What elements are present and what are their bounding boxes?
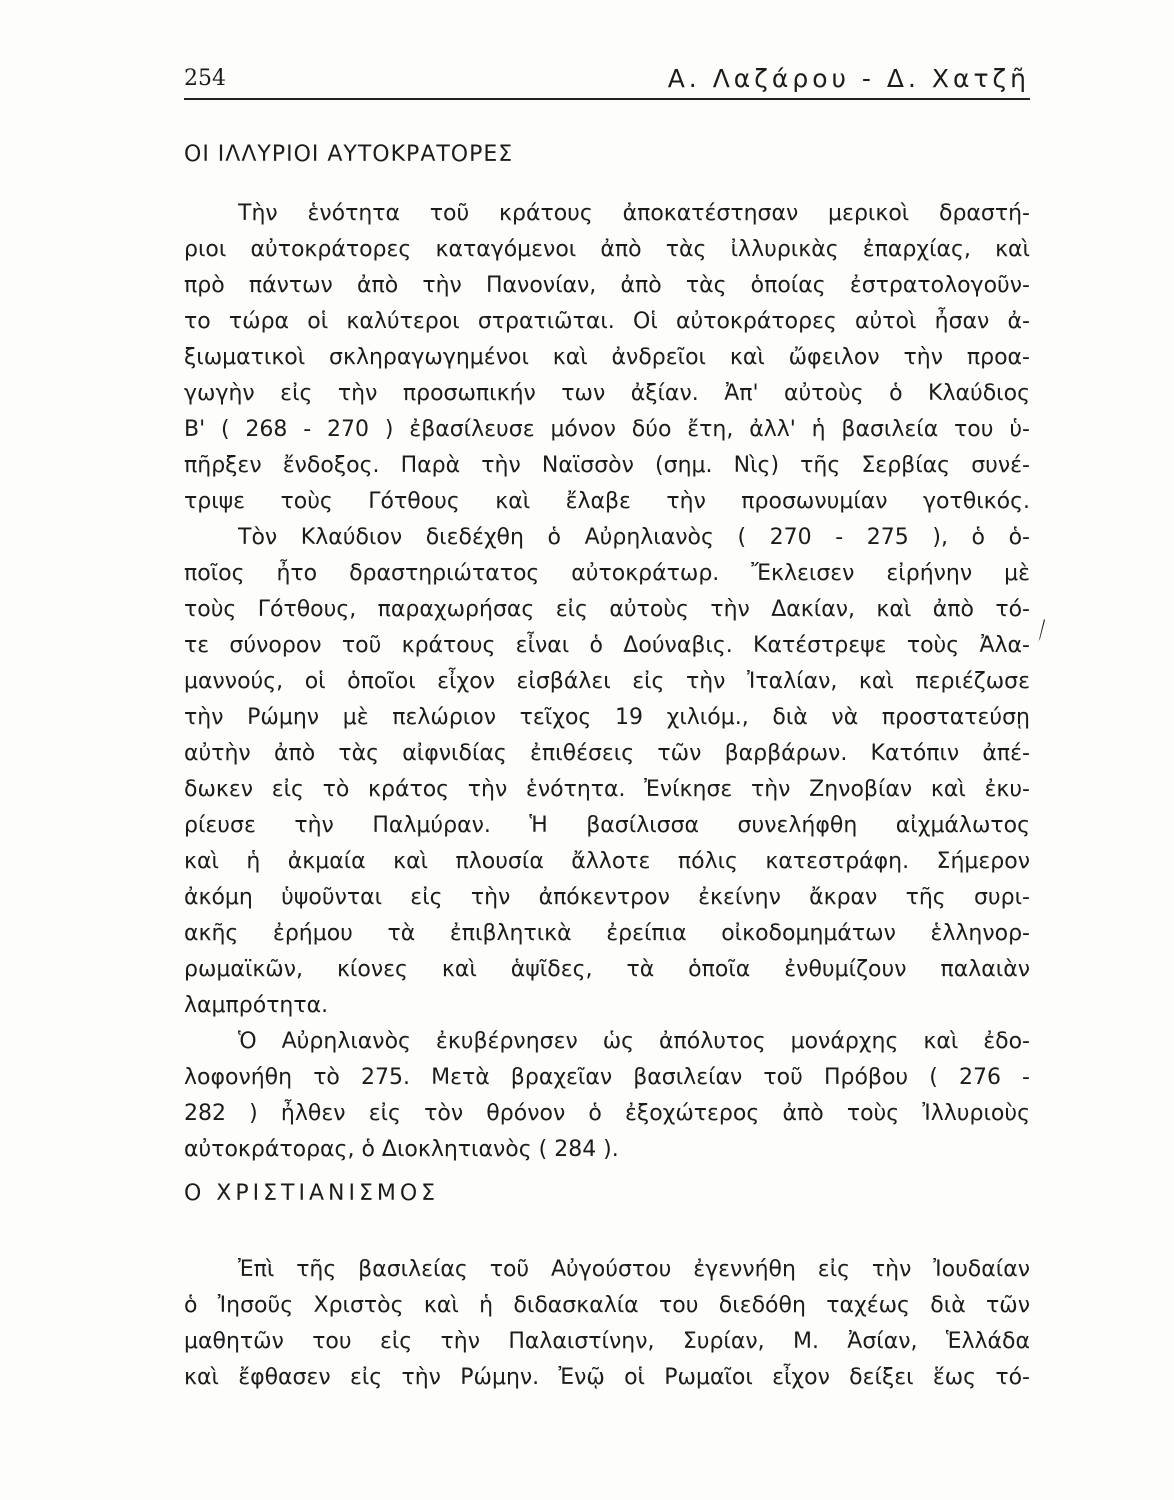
section-title-christianity: Ο ΧΡΙΣΤΙΑΝΙΣΜΟΣ — [184, 1181, 440, 1206]
text-line: 282 ) ἦλθεν εἰς τὸν θρόνον ὁ ἐξοχώτερος ἀπὸ τοὺς Ἰλλυριοὺς — [184, 1101, 1030, 1126]
text-line: δωκεν εἰς τὸ κράτος τὴν ἑνότητα. Ἐνίκησε τὴν Ζηνοβίαν καὶ ἐκυ- — [184, 777, 1030, 802]
text-line: Ὁ Αὐρηλιανὸς ἐκυβέρνησεν ὡς ἀπόλυτος μονάρχης καὶ ἐδο- — [238, 1029, 1030, 1054]
text-line: τὴν Ρώμην μὲ πελώριον τεῖχος 19 χιλιόμ., διὰ νὰ προστατεύσῃ — [184, 705, 1030, 730]
text-line: πρὸ πάντων ἀπὸ τὴν Πανονίαν, ἀπὸ τὰς ὁποίας ἐστρατολογοῦν- — [184, 273, 1030, 298]
text-line: Β' ( 268 - 270 ) ἐβασίλευσε μόνον δύο ἔτη, ἀλλ' ἡ βασιλεία του ὑ- — [184, 417, 1030, 442]
text-line: καὶ ἔφθασεν εἰς τὴν Ρώμην. Ἐνῷ οἱ Ρωμαῖοι εἶχον δείξει ἕως τό- — [184, 1365, 1030, 1390]
text-line: Τὴν ἑνότητα τοῦ κράτους ἀποκατέστησαν μερικοὶ δραστή- — [238, 201, 1030, 226]
text-line: αὐτὴν ἀπὸ τὰς αἰφνιδίας ἐπιθέσεις τῶν βαρβάρων. Κατόπιν ἀπέ- — [184, 741, 1030, 766]
text-line: ξιωματικοὶ σκληραγωγημένοι καὶ ἀνδρεῖοι καὶ ὤφειλον τὴν προα- — [184, 345, 1030, 370]
text-line: μαννούς, οἱ ὁποῖοι εἶχον εἰσβάλει εἰς τὴν Ἰταλίαν, καὶ περιέζωσε — [184, 669, 1030, 694]
text-line: Ἐπὶ τῆς βασιλείας τοῦ Αὐγούστου ἐγεννήθη εἰς τὴν Ἰουδαίαν — [238, 1257, 1030, 1282]
page-header — [184, 62, 1030, 100]
text-line: λαμπρότητα. — [184, 993, 329, 1018]
text-line: αὐτοκράτορας, ὁ Διοκλητιανὸς ( 284 ). — [184, 1137, 619, 1162]
text-line: ἀκόμη ὑψοῦνται εἰς τὴν ἀπόκεντρον ἐκείνην ἄκραν τῆς συρι- — [184, 885, 1030, 910]
text-line: ακῆς ἐρήμου τὰ ἐπιβλητικὰ ἐρείπια οἰκοδομημάτων ἑλληνορ- — [184, 921, 1030, 946]
text-line: ριοι αὐτοκράτορες καταγόμενοι ἀπὸ τὰς ἰλλυρικὰς ἐπαρχίας, καὶ — [184, 237, 1030, 262]
text-line: γωγὴν εἰς τὴν προσωπικήν των ἀξίαν. Ἀπ' αὐτοὺς ὁ Κλαύδιος — [184, 381, 1030, 406]
text-line: το τώρα οἱ καλύτεροι στρατιῶται. Οἱ αὐτοκράτορες αὐτοὶ ἦσαν ἀ- — [184, 309, 1030, 334]
text-line: τριψε τοὺς Γότθους καὶ ἔλαβε τὴν προσωνυμίαν γοτθικός. — [184, 489, 1030, 514]
text-line: μαθητῶν του εἰς τὴν Παλαιστίνην, Συρίαν, Μ. Ἀσίαν, Ἑλλάδα — [184, 1329, 1030, 1354]
text-line: ὁ Ἰησοῦς Χριστὸς καὶ ἡ διδασκαλία του διεδόθη ταχέως διὰ τῶν — [184, 1293, 1030, 1318]
margin-mark-icon — [1036, 618, 1046, 644]
text-line: Τὸν Κλαύδιον διεδέχθη ὁ Αὐρηλιανὸς ( 270 - 275 ), ὁ ὁ- — [238, 525, 1030, 550]
text-line: καὶ ἡ ἀκμαία καὶ πλουσία ἄλλοτε πόλις κατεστράφη. Σήμερον — [184, 849, 1030, 874]
text-line: τοὺς Γότθους, παραχωρήσας εἰς αὐτοὺς τὴν Δακίαν, καὶ ἀπὸ τό- — [184, 597, 1030, 622]
section-title-illyrian-emperors: ΟΙ ΙΛΛΥΡΙΟΙ ΑΥΤΟΚΡΑΤΟΡΕΣ — [184, 142, 514, 167]
running-head: Α. Λαζάρου - Δ. Χατζῆ — [667, 64, 1030, 93]
text-line: λοφονήθη τὸ 275. Μετὰ βραχεῖαν βασιλείαν τοῦ Πρόβου ( 276 - — [184, 1065, 1030, 1090]
text-line: ρίευσε τὴν Παλμύραν. Ἡ βασίλισσα συνελήφθη αἰχμάλωτος — [184, 813, 1030, 838]
text-line: ρωμαϊκῶν, κίονες καὶ ἁψῖδες, τὰ ὁποῖα ἐνθυμίζουν παλαιὰν — [184, 957, 1030, 982]
page-number: 254 — [184, 66, 226, 91]
text-line: τε σύνορον τοῦ κράτους εἶναι ὁ Δούναβις. Κατέστρεψε τοὺς Ἀλα- — [184, 633, 1030, 658]
text-line: πῆρξεν ἔνδοξος. Παρὰ τὴν Ναϊσσὸν (σημ. Νὶς) τῆς Σερβίας συνέ- — [184, 453, 1030, 478]
text-line: ποῖος ἦτο δραστηριώτατος αὐτοκράτωρ. Ἔκλεισεν εἰρήνην μὲ — [184, 561, 1030, 586]
